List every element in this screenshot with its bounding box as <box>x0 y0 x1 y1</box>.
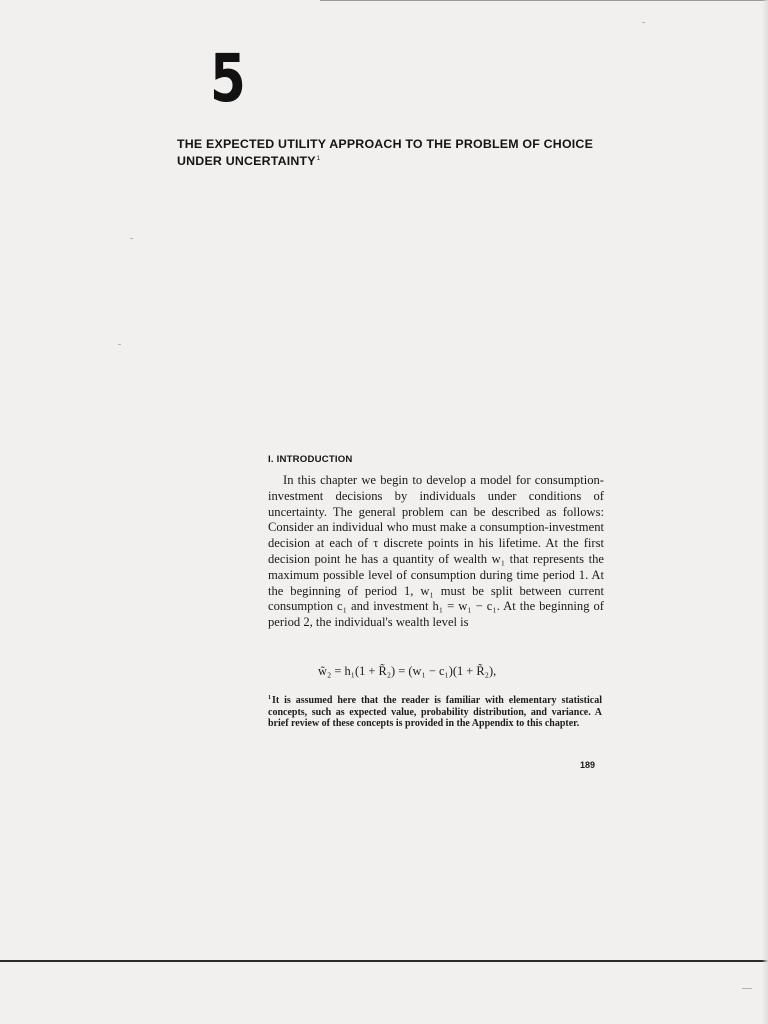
top-page-edge-line <box>320 0 768 1</box>
page-shadow-edge <box>762 0 768 1024</box>
footnote-text: It is assumed here that the reader is familiar with elementary statistical concepts, such as expected value, probability distribution, and variance. A brief review of these concepts is provided in the Appendix to this chapter. <box>268 695 602 730</box>
scan-speck <box>642 22 645 23</box>
footnote <box>268 693 602 730</box>
chapter-number: 5 <box>210 40 246 117</box>
wealth-equation: w̃₂ = h₁(1 + R̃₂) = (w₁ − c₁)(1 + R̃₂), <box>318 664 497 678</box>
body-text <box>268 473 604 631</box>
chapter-title-text: THE EXPECTED UTILITY APPROACH TO THE PROBLEM OF CHOICE UNDER UNCERTAINTY <box>177 137 594 168</box>
footnote-marker: 1 <box>268 695 271 701</box>
section-heading: I. INTRODUCTION <box>268 454 353 465</box>
bottom-page-edge-line <box>0 960 768 962</box>
intro-paragraph: In this chapter we begin to develop a model for consumption-investment decisions by individuals under conditions of uncertainty. The general problem can be described as follows: Consider an individual who must make a consumption-investment decision at each of τ discrete points in his lifetime. At the first decision point he has a quantity of wealth w₁ that represents the maximum possible level of consumption during time period 1. At the beginning of period 1, w₁ must be split between current consumption c₁ and investment h₁ = w₁ − c₁. At the beginning of period 2, the individual's wealth level is <box>268 473 604 630</box>
scan-speck <box>118 344 121 345</box>
chapter-title <box>177 137 597 169</box>
page-number: 189 <box>580 760 596 770</box>
scan-speck <box>742 988 752 989</box>
scan-speck <box>130 238 133 239</box>
chapter-title-footnote-marker: 1 <box>316 156 321 162</box>
